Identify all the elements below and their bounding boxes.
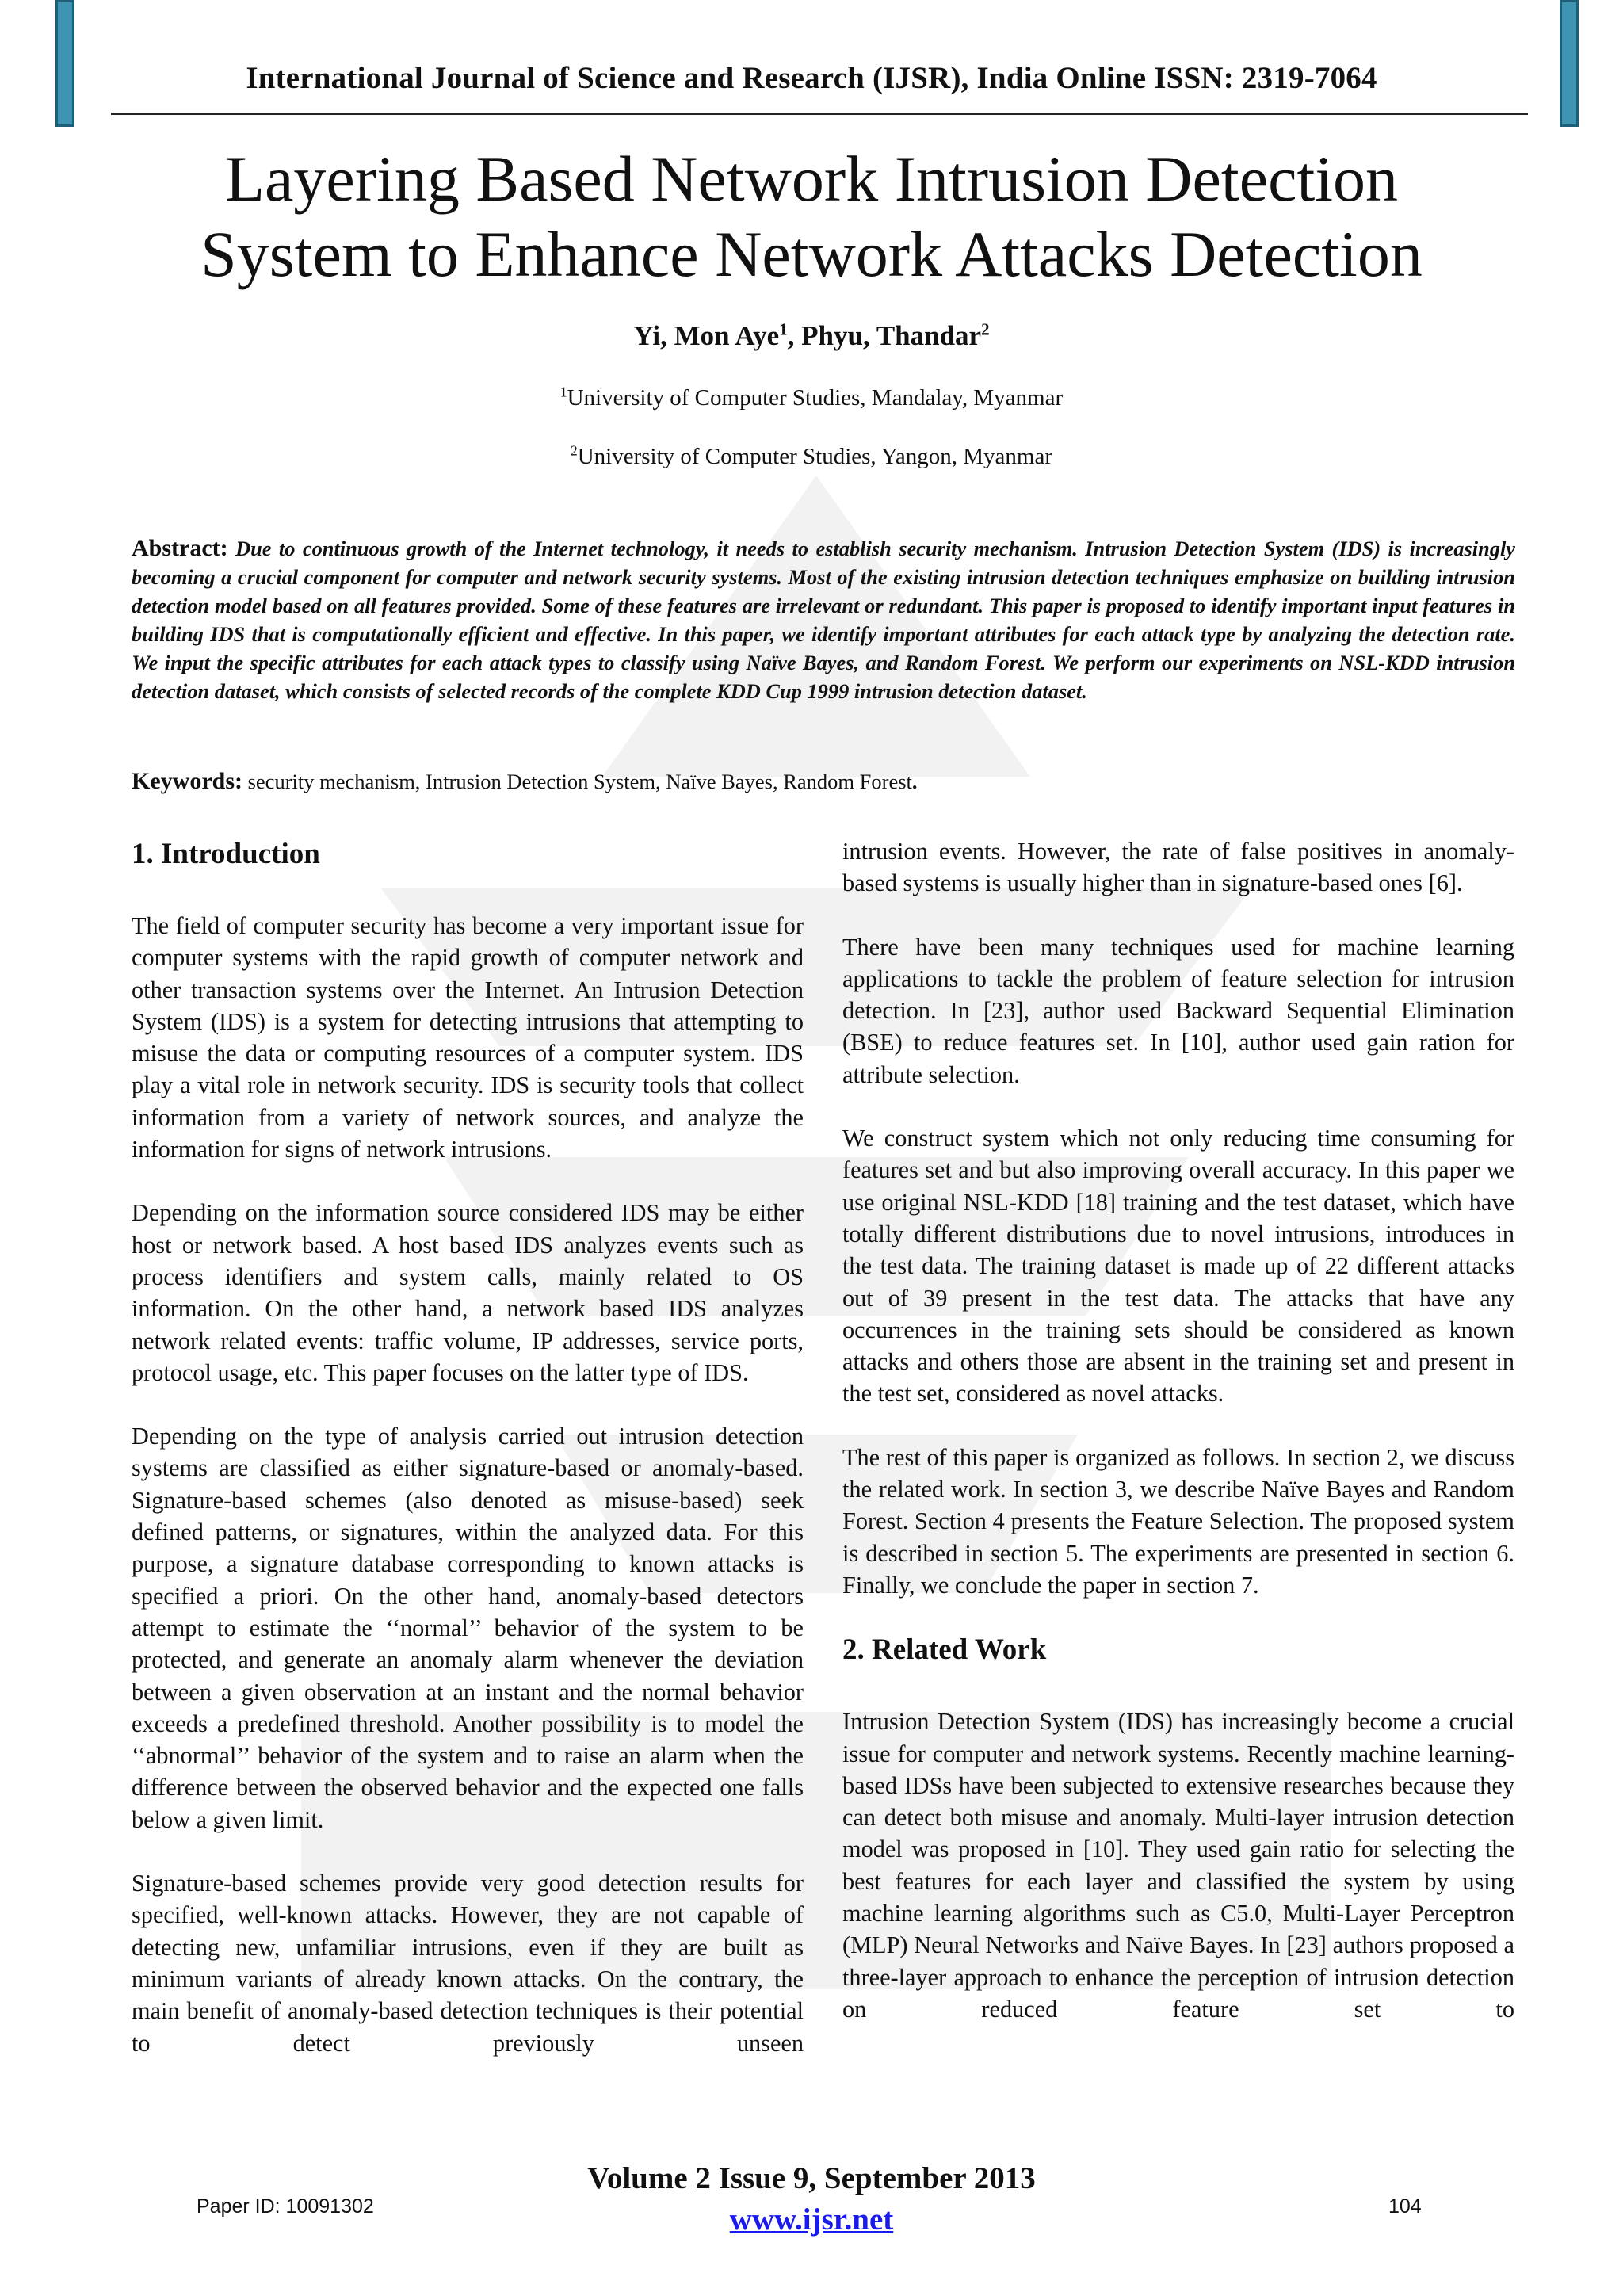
left-column (132, 832, 804, 2091)
affiliation-1 (0, 385, 1623, 411)
right-accent-bar (1560, 0, 1579, 127)
paragraph: The field of computer security has become a very important issue for computer systems with the rapid growth of computer network and other transaction systems over the Internet. An Intrusion Detection System (IDS) is a system for detecting intrusions that attempting to misuse the data or computing resources of a computer system. IDS play a vital role in network security. IDS is security tools that collect information from a variety of network sources, and analyze the information for signs of network intrusions. (132, 912, 804, 1163)
affiliation-2-text: University of Computer Studies, Yangon, Myanmar (577, 444, 1052, 469)
author-list (0, 320, 1623, 352)
paragraph: There have been many techniques used for machine learning applications to tackle the problem of feature selection for intrusion detection. In [23], author used Backward Sequential Elimination (BSE) to reduce features set. In [10], author used gain ration for attribute selection. (842, 933, 1514, 1088)
page-number: 104 (1388, 2195, 1422, 2218)
title-line-1: Layering Based Network Intrusion Detection (224, 143, 1399, 215)
section-heading-introduction: 1. Introduction (132, 838, 320, 870)
keywords (132, 767, 1515, 796)
left-accent-bar (55, 0, 74, 127)
author-1-mark: 1 (779, 319, 788, 339)
paper-id: Paper ID: 10091302 (197, 2195, 374, 2218)
keywords-label: Keywords: (132, 768, 242, 794)
volume-info: Volume 2 Issue 9, September 2013 (587, 2161, 1036, 2195)
keywords-text: security mechanism, Intrusion Detection System, Naïve Bayes, Random Forest (247, 770, 912, 793)
header-rule (111, 113, 1528, 115)
paper-title (79, 141, 1544, 292)
paragraph: Signature-based schemes provide very good detection results for specified, well-known attacks. However, they are not capable of detecting new, unfamiliar intrusions, even if they are built as minimum variants of already known attacks. On the contrary, the main benefit of anomaly-based detection techniques is their potential to detect previously unseen (132, 1870, 804, 2057)
paragraph: We construct system which not only reducing time consuming for features set and but also improving overall accuracy. In this paper we use original NSL-KDD [18] training and the test dataset, which have totally different distributions due to novel intrusions, introduces in the test data. The training dataset is made up of 22 different attacks out of 39 present in the test data. The attacks that have any occurrences in the training sets should be considered as known attacks and others those are absent in the training set and present in the test set, considered as novel attacks. (842, 1125, 1514, 1408)
paragraph: Depending on the type of analysis carried out intrusion detection systems are classified as either signature-based or anomaly-based. Signature-based schemes (also denoted as misuse-based) seek defined patterns, or signatures, within the analyzed data. For this purpose, a signature database corresponding to known attacks is specified a priori. On the other hand, anomaly-based detectors attempt to estimate the ‘‘normal’’ behavior of the system to be protected, and generate an anomaly alarm whenever the deviation between a given observation at an instant and the normal behavior exceeds a predefined threshold. Another possibility is to model the ‘‘abnormal’’ behavior of the system and to raise an alarm when the difference between the observed behavior and the expected one falls below a given limit. (132, 1423, 804, 1833)
affiliation-2 (0, 444, 1623, 470)
journal-header: International Journal of Science and Research (IJSR), India Online ISSN: 2319-7064 (246, 61, 1377, 95)
keywords-end: . (911, 770, 918, 793)
journal-url-link[interactable]: www.ijsr.net (729, 2202, 894, 2237)
author-2: Phyu, Thandar (801, 320, 982, 351)
abstract-text: Due to continuous growth of the Internet technology, it needs to establish security mechanism. Intrusion Detection System (IDS) is increasingly becoming a crucial component for computer and network security systems. Most of the existing intrusion detection techniques emphasize on building intrusion detection model based on all features provided. Some of these features are irrelevant or redundant. This paper is proposed to identify important input features in building IDS that is computationally efficient and effective. In this paper, we identify important attributes for each attack type by analyzing the detection rate. We input the specific attributes for each attack types to classify using Naïve Bayes, and Random Forest. We perform our experiments on NSL-KDD intrusion detection dataset, which consists of selected records of the complete KDD Cup 1999 intrusion detection dataset. (132, 537, 1515, 703)
author-2-mark: 2 (981, 319, 990, 339)
author-separator: , (787, 320, 802, 351)
title-line-2: System to Enhance Network Attacks Detection (200, 218, 1423, 290)
paragraph: Intrusion Detection System (IDS) has increasingly become a crucial issue for computer and network systems. Recently machine learning-based IDSs have been subjected to extensive researches because they can detect both misuse and anomaly. Multi-layer intrusion detection model was proposed in [10]. They used gain ratio for selecting the best features for each layer and classified the system by using machine learning algorithms such as C5.0, Multi-Layer Perceptron (MLP) Neural Networks and Naïve Bayes. In [23] authors proposed a three-layer approach to enhance the perception of intrusion detection on reduced feature set to (842, 1708, 1514, 2023)
abstract-label: Abstract: (132, 535, 228, 561)
paragraph: Depending on the information source considered IDS may be either host or network based. A host based IDS analyzes events such as process identifiers and system calls, mainly related to OS information. On the other hand, a network based IDS analyzes network related events: traffic volume, IP addresses, service ports, protocol usage, etc. This paper focuses on the latter type of IDS. (132, 1199, 804, 1386)
section-heading-related-work: 2. Related Work (842, 1633, 1047, 1667)
affiliation-2-mark: 2 (570, 442, 578, 459)
author-1: Yi, Mon Aye (633, 320, 780, 351)
abstract (132, 534, 1515, 705)
right-column (842, 835, 1514, 2057)
paragraph: The rest of this paper is organized as follows. In section 2, we discuss the related work. In section 3, we describe Naïve Bayes and Random Forest. Section 4 presents the Feature Selection. The proposed system is described in section 5. The experiments are presented in section 6. Finally, we conclude the paper in section 7. (842, 1443, 1514, 1599)
paragraph: intrusion events. However, the rate of false positives in anomaly-based systems is usually higher than in signature-based ones [6]. (842, 838, 1514, 897)
affiliation-1-mark: 1 (559, 384, 567, 400)
affiliation-1-text: University of Computer Studies, Mandalay, Myanmar (567, 385, 1064, 411)
